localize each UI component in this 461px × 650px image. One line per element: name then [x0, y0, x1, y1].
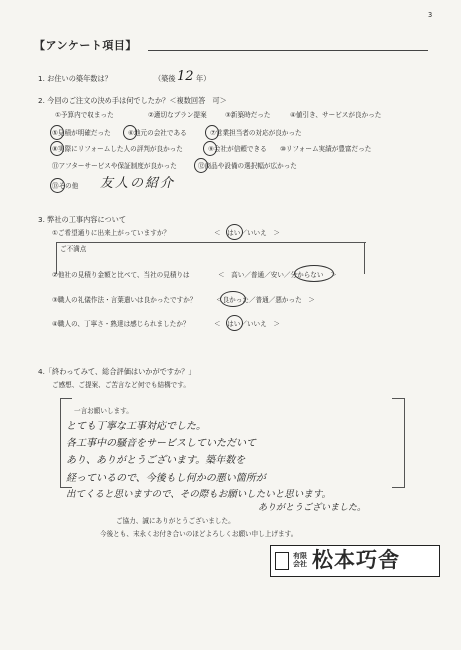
comment-line: 出てくると思いますので、その際もお願いしたいと思います。 [66, 489, 332, 500]
q2-option: ⑬その他 [52, 182, 79, 190]
q2-option: ⑩リフォーム実績が豊富だった [280, 145, 372, 153]
selection-circle [50, 178, 65, 193]
q2-other-answer: 友人の紹介 [100, 176, 176, 191]
q2-option: ⑥地元の会社である [128, 129, 187, 137]
company-name: 松本巧舎 [312, 547, 400, 572]
footer-thanks: ご協力、誠にありがとうございました。 [116, 517, 235, 525]
q3-choices: ＜良かった／普通／悪かった ＞ [216, 296, 315, 304]
comment-box-left [60, 398, 61, 488]
q3-question: ②他社の見積り金額と比べて、当社の見積りは [52, 271, 190, 279]
q1-answer-prefix: （築後 [154, 74, 176, 83]
q2-option: ②適切なプラン提案 [148, 111, 207, 119]
q4-sub: ご感想、ご提案、ご苦言など何でも結構です。 [52, 381, 190, 389]
q2-option: ⑪アフターサービスや保証制度が良かった [52, 162, 177, 170]
company-prefix: 有限会社 [293, 552, 307, 568]
q2-option: ⑧実際にリフォームした人の評判が良かった [52, 145, 183, 153]
selection-circle [205, 125, 219, 140]
selection-circle [50, 125, 64, 140]
q3-complaint-label: ご不満点 [60, 245, 87, 253]
selection-circle [226, 224, 243, 240]
comment-line: 各工事中の騒音をサービスしていただいて [66, 438, 256, 449]
selection-circle [294, 265, 334, 282]
q3-choices: ＜ はい／いいえ ＞ [214, 320, 280, 328]
comment-box-label: 一言お願いします。 [74, 407, 133, 415]
q2-option: ⑨会社が信頼できる [208, 145, 267, 153]
q2-option: ④値引き、サービスが良かった [290, 111, 382, 119]
comment-box-top-right [392, 398, 404, 399]
page-number: 3 [428, 11, 433, 19]
selection-circle [50, 141, 64, 156]
q2-option: ⑤見積が明確だった [52, 129, 111, 137]
q2-option: ①予算内で収まった [55, 111, 114, 119]
comment-box-bottom-left [60, 487, 72, 488]
comment-line: ありがとうございました。 [258, 503, 367, 513]
q1-answer-suffix: 年） [196, 74, 211, 83]
q3-choices: ＜ はい／いいえ ＞ [214, 229, 280, 237]
q3-question: ①ご希望通りに出来上がっていますか？ [52, 229, 171, 237]
q2-label: 2. 今回のご注文の決め手は何でしたか？＜複数回答 可＞ [38, 96, 227, 105]
comment-line: とても丁寧な工事対応でした。 [66, 421, 206, 432]
selection-circle [220, 291, 246, 307]
complaint-box-left [56, 242, 57, 274]
title-rule [148, 50, 428, 51]
footer-closing: 今後とも、末永くお付き合いのほどよろしくお願い申し上げます。 [100, 530, 298, 538]
complaint-box-top [56, 242, 366, 256]
comment-line: 経っているので、今後もし何かの悪い箇所が [66, 473, 266, 484]
complaint-box-right [364, 242, 365, 274]
q3-choices: ＜ 高い／普通／安い／分からない ＞ [218, 271, 337, 279]
selection-circle [123, 125, 137, 140]
q2-option: ⑦営業担当者の対応が良かった [210, 129, 302, 137]
comment-box-top-left [60, 398, 72, 399]
q1-answer-value: 12 [177, 69, 194, 84]
comment-line: あり、ありがとうございます。築年数を [66, 455, 246, 466]
selection-circle [203, 141, 217, 156]
q3-question: ④職人の、丁寧さ・熟達は感じられましたか？ [52, 320, 190, 328]
page-title: 【アンケート項目】 [34, 39, 137, 52]
q2-option: ⑫商品や設備の選択幅が広かった [198, 162, 297, 170]
q1-label: 1. お住いの築年数は？ [38, 74, 112, 83]
q3-question: ③職人の礼儀作法・言葉遣いは良かったですか？ [52, 296, 197, 304]
q2-option: ③新築時だった [225, 111, 271, 119]
selection-circle [226, 315, 243, 331]
selection-circle [194, 158, 208, 173]
q4-label: 4.「終わってみて、総合評価はいかがですか？」 [38, 367, 196, 376]
q3-label: 3. 弊社の工事内容について [38, 215, 127, 224]
comment-box-bottom-right [392, 487, 404, 488]
comment-box-right [404, 398, 405, 488]
company-logo-icon [275, 552, 289, 570]
